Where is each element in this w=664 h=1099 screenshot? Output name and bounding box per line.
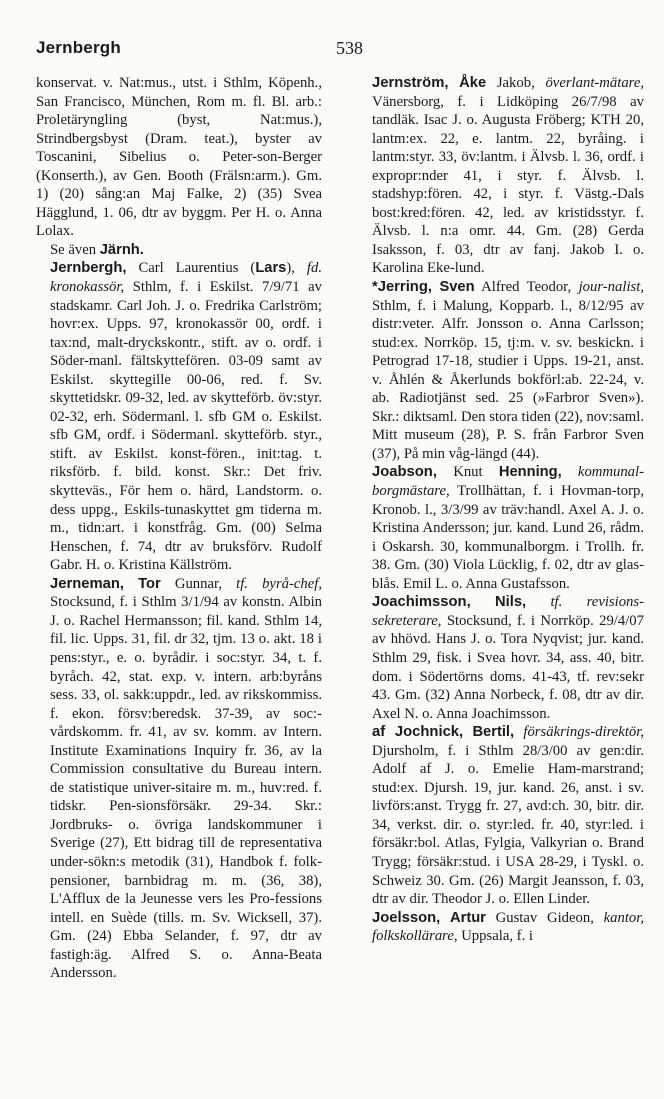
entry-body: Stocksund, f. i Norrköp. 29/4/07 av hhövd. Hans J. o. Tora Nyqvist; jur. kand. Sthlm 29, fisk. i Svea hovr. 34, ass. 40, bitr. dom. i Södertörns doms. 41-43, tf. rev:sekr 43. Gm. (32) Anna Norbeck, f. 08, dtr av dir. Axel N. o. Anna Joachimsson. [372,612,644,722]
entry-given-bold: Lars [255,260,287,277]
entry-name: Jernström, [372,75,449,91]
entry-given-post: Alfred Teodor, [481,279,572,296]
entry-given-bold: Nils, [495,594,527,611]
entry-joelsson [358,909,644,946]
entry-name: Joachimsson, [372,594,471,611]
entry-body: konservat. v. Nat:mus., utst. i Sthlm, Köpenh., San Francisco, München, Rom m. fl. Bl. arb.: Proletäryngling (byst, Nat:mus.), Strindbergsbyst (Dram. teat.), byster av Toscanini, Sibelius o. Peter-son-Berger (Konserth.), av Gen. Booth (Frälsn:arm.). Gm. 1) (20) sång:an Maj Falke, 2) (35) Svea Hägglund, 1. 06, dtr av byggm. Per H. o. Anna Lolax. [36,75,322,240]
entry-given-post: Gunnar, [174,575,222,592]
entry-title: kantor, folkskollärare, [372,909,645,945]
entry-star: * [372,279,378,296]
entry-jernstrom [358,74,644,278]
entry-title: fd. kronokassör, [50,260,322,296]
entry-title: kommunal-borgmästare, [372,464,645,500]
entry-body: Vänersborg, f. i Lidköping 26/7/98 av tandläk. Isac J. o. Augusta Fröberg; KTH 20, lantm:ex. 22, e. lantm. 22, byråing. i lantm:styr. 33, öv:lantm. i Älvsb. l. 36, ordf. i expropr:nder 41, i styr. f. Älvsb. l. stadshyp:fören. 42, i styr. f. Västg.-Dals bost:kred:fören. 42, led. av kristidsstyr. f. Älvsb. l. n:a omr. 44. Gm. (28) Gerda Isaksson, f. 03, dtr av fanj. Jakob I. o. Karolina Eke-lund. [372,93,644,277]
entry-joabson [358,463,644,593]
entry-given-bold: Artur [450,909,486,926]
entry-jernbergh [36,259,322,574]
entry-given-bold: Åke [459,75,487,91]
entry-body: Uppsala, f. i [461,928,533,945]
entry-af-jochnick [358,723,644,908]
right-column [358,74,644,946]
entry-continued [36,74,322,241]
entry-given-post: Gustav Gideon, [495,909,594,926]
entry-name: Jerneman, [50,575,125,592]
entry-given: Knut [453,464,483,481]
entry-name: Jerring, [377,279,432,296]
entry-jerring [358,278,644,463]
entry-body: Stocksund, f. i Sthlm 3/1/94 av konstn. Albin J. o. Rachel Hermansson; fil. kand. Sthlm 14, fil. lic. Upps. 31, fil. dr 32, tjm. 13 o. akt. 18 i pens:styr., e. o. byrådir. i soc:styr. 34, t. f. byråch. 42, stat. exp. v. intern. arb:byråns sess. 33, ol. sakk:uppdr., led. av rikskommiss. f. ekon. försv:beredsk. 37-39, av soc:-vårdskomm. fr. 41, av sv. komm. av Intern. Institute Examinations Inquiry fr. 36, av la Commission consultative du Bureau intern. de statistique univer-sitaire m. m., huv:red. f. tidskr. Pen-sionsförsäkr. 29-34. Skr.: Jordbruks- o. övriga landskommuner i Sverige (27), Ett bidrag till de representativa under-sökn:s metodik (31), Handbok f. folk-pensioner, barnbidrag m. m. (36, 38), L'Afflux de la Jeunesse vers les Pro-fessions intell. en Suède (tills. m. Sv. Wicksell, 37). Gm. (24) Ebba Selander, f. 97, dtr av fastigh:äg. Alfred S. o. Anna-Beata Andersson. [50,594,322,982]
see-also-prefix: Se även [50,241,97,258]
entry-name: Joelsson, [372,909,441,926]
entry-given-bold: Bertil, [472,724,515,741]
entry-title: tf. byrå-chef, [236,575,323,592]
entry-given-post: ), [286,260,295,277]
entry-body: Sthlm, f. i Malung, Kopparb. l., 8/12/95 av distr:veter. Alfr. Jonsson o. Anna Carlsson; stud:ex. Norrköp. 15, tj:m. v. sv. beskickn. i Petrograd 17-18, studier i Upps. 19-21, anst. v. Åhlén & Åkerlunds bokförl:ab. 22-24, v. ab. Radiotjänst sed. 25 (»Farbror Sven»). Skr.: diktsaml. Den stora tiden (22), nov:saml. Mitt museum (28), P. S. från Farbror Sven (37), På min våg-längd (44). [372,297,644,462]
entry-given-bold: Sven [439,279,475,296]
entry-name: Jernbergh, [50,260,127,277]
see-also-name: Järnh. [99,241,144,258]
see-also [36,241,322,260]
entry-joachimsson [358,593,644,723]
page-number: 538 [336,38,363,58]
entry-title: tf. revisions-sekreterare, [372,594,645,629]
entry-given-post: Jakob, [496,75,535,91]
entry-jerneman [36,575,322,983]
entry-given: Carl Laurentius ( [138,260,256,277]
entry-body: Sthlm, f. i Eskilst. 7/9/71 av stadskamr. Carl Joh. J. o. Fredrika Carlström; hovr:ex. Upps. 97, kronokassör 00, ordf. i tax:nd, malt-dryckskontr., stift. av o. ordf. i Söder-manl. fältskyttefören. 03-09 samt av Eskilst. skyttegille 00-06, red. f. Sv. skyttetidskr. 09-32, led. av skytteförb. öv:styr. 02-32, erh. Södermanl. l. sfb GM o. Eskilst. sfb GM, ordf. i Södermanl. skytteförb. styr., stift. av Eskilst. konst-fören., init:tag. t. riksförb. f. bild. konst. Skr.: Det friv. skytteväs., För hem o. härd, Landstorm. o. dess uppg., Eskils-tunaskyttet gm tiderna m. m., tidn:art. i konstfråg. Gm. (00) Selma Henschen, f. 74, dtr av bruksförv. Rudolf Gabr. H. o. Kristina Källström. [50,279,323,574]
entry-body: Djursholm, f. i Sthlm 28/3/00 av gen:dir. Adolf af J. o. Emelie Ham-marstrand; stud:ex. Djursh. 19, jur. kand. 26, anst. i sv. livförs:anst. Trygg fr. 27, avd:ch. 30, bitr. dir. 34, verkst. dir. o. styr:led. fr. 40, styr:led. i försäkr:bol. Atlas, Fylgia, Valkyrian o. Brand Trygg; försäkr:stud. i USA 28-29, i Tyskl. o. Schweiz 30. Gm. (26) Margit Jeansson, f. 03, dtr av dir. Theodor J. o. Ellen Linder. [372,742,644,908]
entry-title: försäkrings-direktör, [523,724,644,741]
entry-body: Trollhättan, f. i Hovman-torp, Kronob. l., 3/3/99 av träv:handl. Axel A. J. o. Kristina Andersson; jur. kand. Lund 26, rådm. i Oskarsh. 30, kommunalborgm. i Trollh. fr. 38. Gm. (30) Viola Lücklig, f. 02, dtr av glas-blås. Emil L. o. Anna Gustafsson. [372,483,644,592]
entry-given-bold: Henning, [498,464,562,481]
entry-given-bold: Tor [138,575,161,592]
running-head-word: Jernbergh [36,38,121,57]
left-column [36,74,322,983]
entry-name: Joabson, [372,464,437,481]
entry-title: jour-nalist, [578,279,644,296]
entry-title: överlant-mätare, [545,75,645,91]
entry-name: af Jochnick, [372,724,464,741]
running-head [36,38,638,62]
